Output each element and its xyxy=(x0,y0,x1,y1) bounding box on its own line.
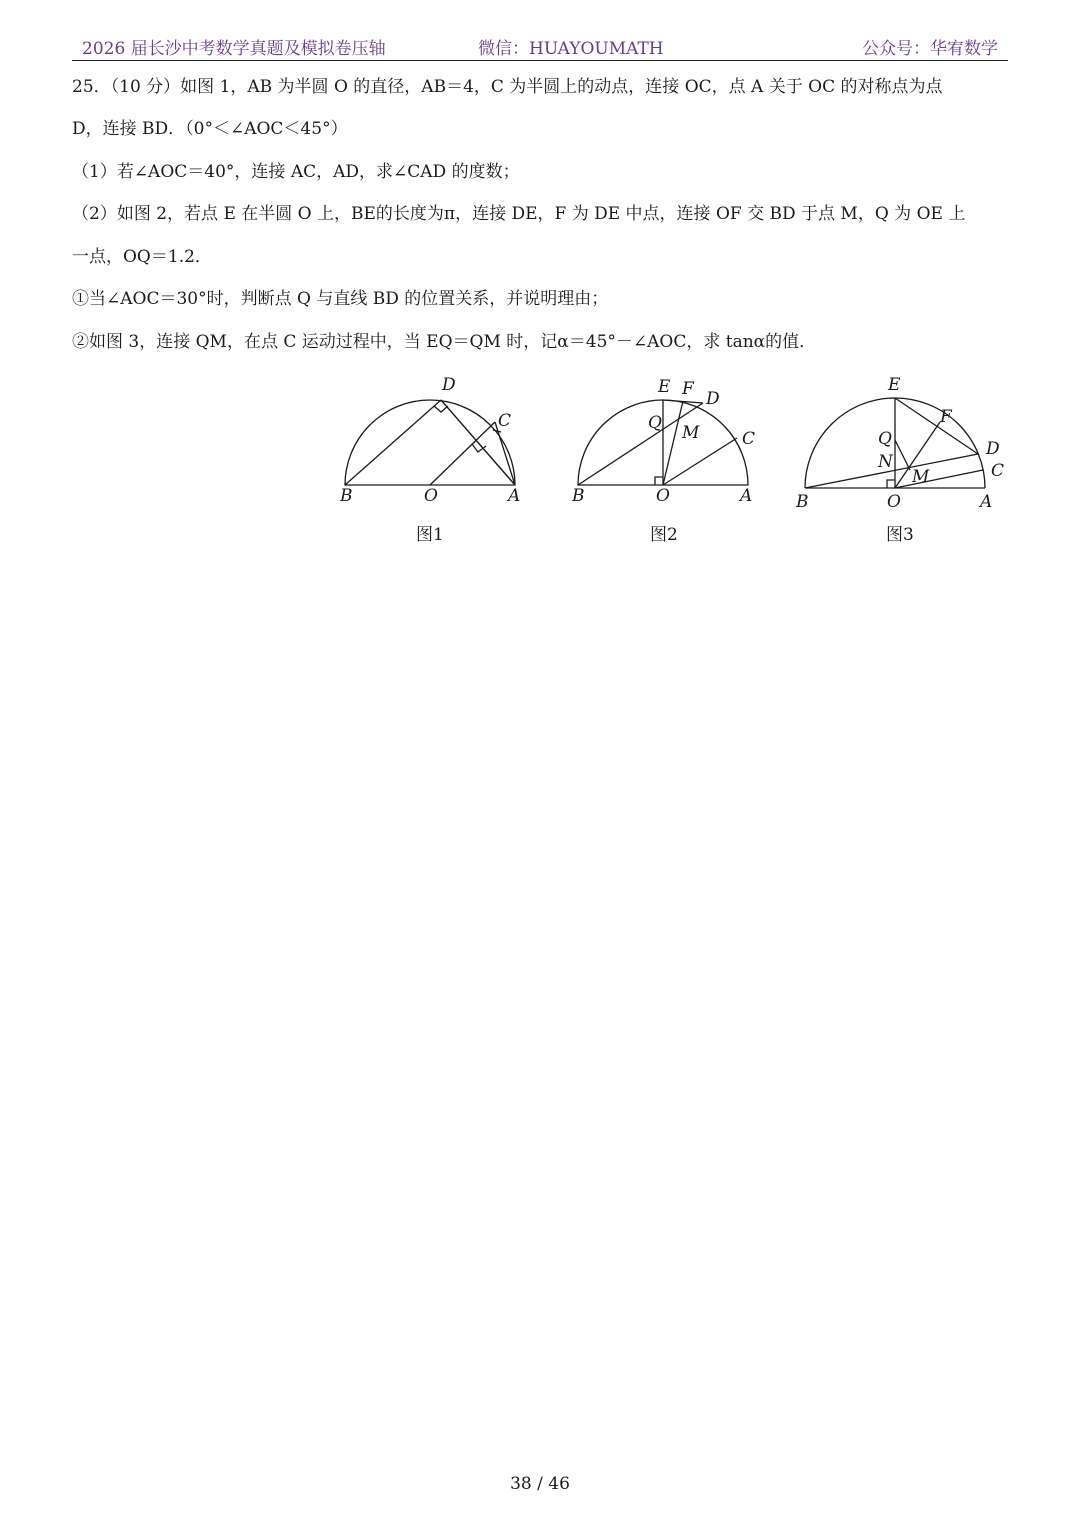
problem-line-1: 25．（10 分）如图 1，AB 为半圆 O 的直径，AB＝4，C 为半圆上的动点，连接 OC，点 A 关于 OC 的对称点为点 xyxy=(72,77,943,97)
fig3-label-f: F xyxy=(940,407,952,427)
page-header xyxy=(72,30,1008,61)
geometry-figures xyxy=(330,370,1030,545)
problem-line-5: 一点，OQ＝1.2． xyxy=(72,247,212,267)
fig3-caption: 图3 xyxy=(886,525,914,545)
fig3-label-c: C xyxy=(991,461,1005,481)
problem-line-2: D，连接 BD．（0°＜∠AOC＜45°） xyxy=(72,119,348,139)
header-account: 公众号：华宥数学 xyxy=(862,39,998,59)
figure-3 xyxy=(805,398,985,488)
fig3-label-a: A xyxy=(980,492,993,512)
fig2-caption: 图2 xyxy=(650,525,678,545)
fig2-label-e: E xyxy=(658,377,671,397)
fig3-label-o: O xyxy=(887,492,901,512)
figure-1 xyxy=(345,400,515,485)
fig1-label-c: C xyxy=(498,411,512,431)
fig3-label-m: M xyxy=(912,467,930,487)
fig2-label-d: D xyxy=(706,389,720,409)
fig1-caption: 图1 xyxy=(416,525,444,545)
figures-area xyxy=(330,370,1030,545)
fig3-label-n: N xyxy=(878,452,893,472)
fig3-label-b: B xyxy=(796,492,809,512)
fig3-label-e: E xyxy=(888,375,901,395)
header-wechat: 微信：HUAYOUMATH xyxy=(478,39,664,59)
page-number: 38 / 46 xyxy=(510,1474,570,1494)
fig2-label-m: M xyxy=(682,423,700,443)
figure-2 xyxy=(578,400,748,485)
fig3-label-d: D xyxy=(986,439,1000,459)
fig3-label-q: Q xyxy=(878,429,892,449)
fig2-label-f: F xyxy=(682,379,694,399)
fig2-label-c: C xyxy=(742,429,756,449)
problem-line-3: （1）若∠AOC＝40°，连接 AC，AD，求∠CAD 的度数； xyxy=(72,162,520,182)
problem-line-6: ①当∠AOC＝30°时，判断点 Q 与直线 BD 的位置关系，并说明理由； xyxy=(72,289,609,309)
fig2-label-a: A xyxy=(740,486,753,506)
fig1-label-d: D xyxy=(442,375,456,395)
fig1-label-a: A xyxy=(508,486,521,506)
problem-line-7: ②如图 3，连接 QM，在点 C 运动过程中，当 EQ＝QM 时，记α＝45°－∠AOC，求 tanα的值． xyxy=(72,332,817,352)
fig2-label-q: Q xyxy=(648,413,662,433)
fig2-label-b: B xyxy=(572,486,585,506)
fig2-label-o: O xyxy=(656,486,670,506)
header-title: 2026 届长沙中考数学真题及模拟卷压轴 xyxy=(82,39,386,59)
fig1-label-o: O xyxy=(424,486,438,506)
fig1-label-b: B xyxy=(340,486,353,506)
problem-line-4: （2）如图 2，若点 E 在半圆 O 上，BE的长度为π，连接 DE，F 为 DE 中点，连接 OF 交 BD 于点 M，Q 为 OE 上 xyxy=(72,204,966,224)
